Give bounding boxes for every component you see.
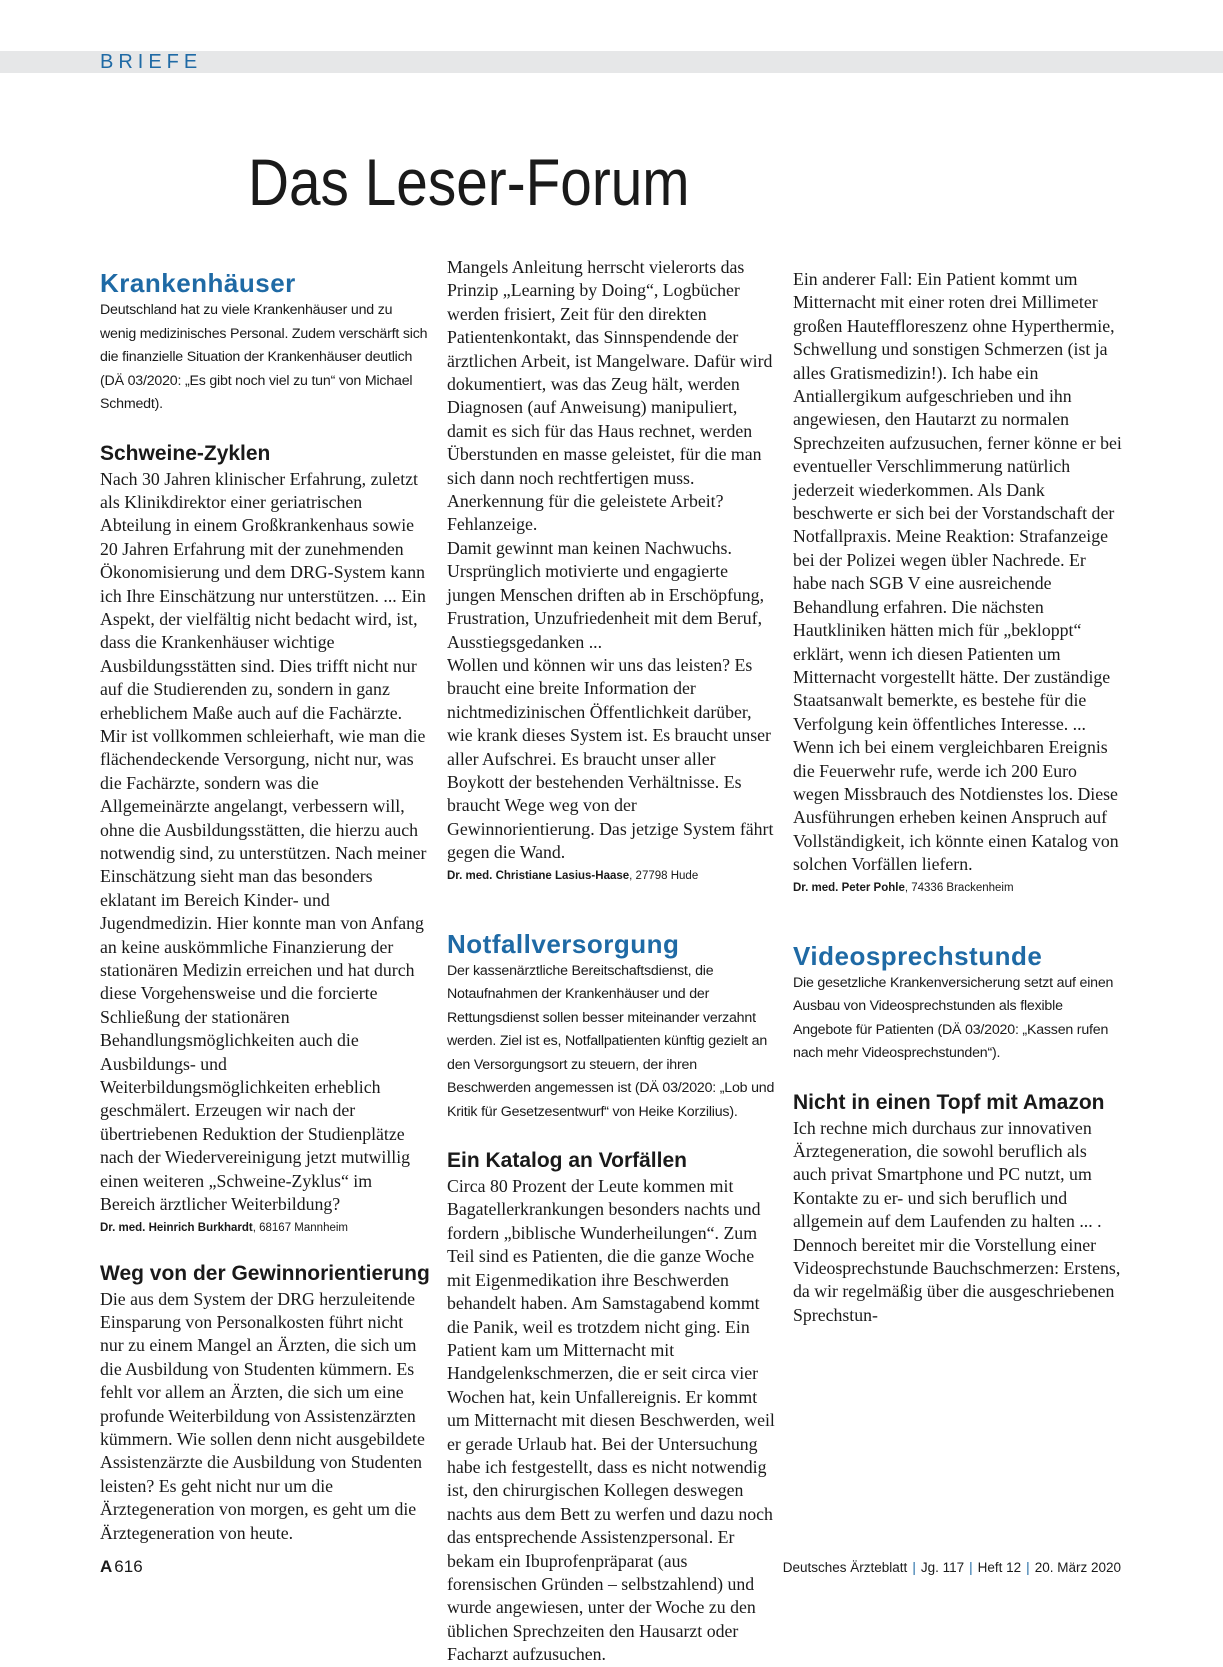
column-3: [793, 268, 1123, 1327]
letter-body-gewinnorientierung-part3: Damit gewinnt man keinen Nachwuchs. Ursprünglich motivierte und engagierte jungen Menschen driften ab in Erschöpfung, Frustration, Unzufriedenheit mit dem Beruf, Ausstiegsgedanken ...: [447, 537, 765, 652]
signature-name: Dr. med. Heinrich Burkhardt: [100, 1221, 253, 1234]
journal-date: 20. März 2020: [1034, 1560, 1121, 1575]
topic-lead-krankenhaeuser: Deutschland hat zu viele Krankenhäuser und zu wenig medizinisches Personal. Zudem verschärft sich die finanzielle Situation der Krankenhäuser deutlich (DÄ 03/2020: „Es gibt noch viel zu tun“ von Michael Schmedt).: [100, 302, 428, 412]
footer-separator: |: [912, 1560, 916, 1575]
section-label: BRIEFE: [100, 51, 203, 73]
signature-name: Dr. med. Christiane Lasius-Haase: [447, 869, 630, 882]
letter-body-katalog-part2: Ein anderer Fall: Ein Patient kommt um Mitternacht mit einer roten drei Millimeter großen Hauteffloreszenz ohne Hyperthermie, Schwellung und sonstigen Schmerzen (ist ja alles Gratismedizin!). Ich habe ein Antiallergikum aufgeschrieben und ihn angewiesen, den Hautarzt zu normalen Sprechzeiten aufzusuchen, ferner könne er bei eventueller Verschlimmerung natürlich jederzeit wiederkommen. Als Dank beschwerte er sich bei der Vorstandschaft der Notfallpraxis. Meine Reaktion: Strafanzeige bei der Polizei wegen übler Nachrede. Er habe nach SGB V eine ausreichende Behandlung erfahren. Die nächsten Hautkliniken hätten mich für „bekloppt“ erklärt, wenn ich diesen Patienten um Mitternacht vorgestellt hätte. Der zuständige Staatsanwalt bemerkte, es bestehe für die Verfolgung kein öffentliches Interesse. ... Wenn ich bei einem vergleichbaren Ereignis die Feuerwehr rufe, werde ich 200 Euro wegen Missbrauch des Notdienstes los. Diese Ausführungen erheben keinen Anspruch auf Vollständigkeit, ich könnte einen Katalog von solchen Vorfällen liefern.: [793, 269, 1122, 875]
footer-separator: |: [1026, 1560, 1030, 1575]
topic-heading-videosprechstunde: Videosprechstunde: [793, 940, 1043, 971]
letter-title-katalog: Ein Katalog an Vorfällen: [447, 1149, 687, 1173]
letter-signature-burkhardt: [100, 1219, 430, 1237]
topic-lead-videosprechstunde: Die gesetzliche Krankenversicherung setzt auf einen Ausbau von Videosprechstunden als flexible Angebote für Patienten (DÄ 03/2020: „Kassen rufen nach mehr Videosprechstunden“).: [793, 974, 1114, 1062]
journal-footer: [783, 1558, 1121, 1578]
letter-title-amazon: Nicht in einen Topf mit Amazon: [793, 1090, 1105, 1114]
column-1: [100, 268, 430, 1545]
letter-body-gewinnorientierung-part2: Mangels Anleitung herrscht vielerorts das Prinzip „Learning by Doing“, Logbücher werden frisiert, Zeit für den direkten Patientenkontakt, das Sinnspendende der ärztlichen Arbeit, ist Mangelware. Dafür wird dokumentiert, was das Zeug hält, werden Diagnosen (auf Anweisung) manipuliert, damit es sich für das Haus rechnet, werden Überstunden en masse geleistet, für die man sich dann noch rechtfertigen muss. Anerkennung für die geleistete Arbeit? Fehlanzeige.: [447, 257, 773, 535]
journal-volume: Jg. 117: [920, 1560, 965, 1575]
page-number-value: 616: [114, 1557, 143, 1576]
letter-title-schweine-zyklen: Schweine-Zyklen: [100, 441, 271, 465]
column-2: [447, 257, 777, 1667]
letter-body-katalog-part1: Circa 80 Prozent der Leute kommen mit Bagatellerkrankungen besonders nachts und fordern „biblische Wunderheilungen“. Zum Teil sind es Patienten, die die ganze Woche mit Eigenmedikation ihre Beschwerden behandelt haben. Am Samstagabend kommt die Panik, weil es trotzdem nicht ging. Ein Patient kam um Mitternacht mit Handgelenkschmerzen, die er seit circa vier Wochen hat, kein Unfallereignis. Er kommt um Mitternacht mit diesen Beschwerden, weil er gerade Urlaub hat. Bei der Untersuchung habe ich festgestellt, dass es nicht notwendig ist, den chirurgischen Kollegen deswegen nachts aus dem Bett zu werfen und dazu noch das entsprechende Assistenzpersonal. Er bekam ein Ibuprofenpräparat (aus forensischen Gründen – selbstzahlend) und wurde angewiesen, unter der Woche zu den üblichen Sprechzeiten den Hausarzt oder Facharzt aufzusuchen.: [447, 1176, 775, 1665]
topic-heading-krankenhaeuser: Krankenhäuser: [100, 268, 296, 298]
letter-signature-lasius-haase: [447, 867, 777, 885]
page-prefix: A: [100, 1557, 113, 1576]
page-number: [100, 1556, 143, 1578]
letter-signature-pohle: [793, 879, 1123, 897]
letter-body-amazon: Ich rechne mich durchaus zur innovativen Ärztegeneration, die sowohl beruflich als auch privat Smartphone und PC nutzt, um Kontakte zu er- und sich beruflich und allgemein auf dem Laufenden zu halten ... . Dennoch bereitet mir die Vorstellung einer Videosprechstunde Bauchschmerzen: Erstens, da wir regelmäßig über die ausgeschriebenen Sprechstun-: [793, 1117, 1121, 1325]
letter-body-gewinnorientierung-part1: Die aus dem System der DRG herzuleitende Einsparung von Personalkosten führt nicht nur zu einem Mangel an Ärzten, die sich um die Ausbildung von Studenten kümmern. Es fehlt vor allem an Ärzten, die sich um eine profunde Weiterbildung von Assistenzärzten kümmern. Wie sollen denn nicht ausgebildete Assistenzärzte die Ausbildung von Studenten leisten? Es geht nicht nur um die Ärztegeneration von morgen, es geht um die Ärztegeneration von heute.: [100, 1288, 425, 1543]
signature-place: , 68167 Mannheim: [252, 1221, 348, 1234]
signature-place: , 27798 Hude: [629, 869, 699, 882]
signature-place: , 74336 Brackenheim: [904, 881, 1014, 894]
topic-lead-notfallversorgung: Der kassenärztliche Bereitschaftsdienst, die Notaufnahmen der Krankenhäuser und der Rettungsdienst sollen besser miteinander verzahnt werden. Ziel ist es, Notfallpatienten künftig gezielt an den Versorgungsort zu steuern, der ihren Beschwerden angemessen ist (DÄ 03/2020: „Lob und Kritik für Gesetzesentwurf“ von Heike Korzilius).: [447, 962, 775, 1120]
topic-heading-notfallversorgung: Notfallversorgung: [447, 928, 680, 959]
journal-name: Deutsches Ärzteblatt: [782, 1560, 908, 1575]
footer-separator: |: [969, 1560, 973, 1575]
signature-name: Dr. med. Peter Pohle: [793, 881, 905, 894]
letter-body-schweine-zyklen: Nach 30 Jahren klinischer Erfahrung, zuletzt als Klinikdirektor einer geriatrischen Abteilung in einem Großkrankenhaus sowie 20 Jahren Erfahrung mit der zunehmenden Ökonomisierung und dem DRG-System kann ich Ihre Einschätzung nur unterstützen. ... Ein Aspekt, der vielfältig nicht bedacht wird, ist, dass die Krankenhäuser wichtige Ausbildungsstätten sind. Dies trifft nicht nur auf die Studierenden zu, sondern in ganz erheblichem Maße auch auf die Fachärzte. Mir ist vollkommen schleierhaft, wie man die flächendeckende Versorgung, nicht nur, was die Fachärzte, sondern was die Allgemeinärzte angelangt, verbessern will, ohne die Ausbildungsstätten, die hierzu auch notwendig sind, zu unterstützen. Nach meiner Einschätzung sieht man das besonders eklatant im Bereich Kinder- und Jugendmedizin. Hier konnte man von Anfang an keine auskömmliche Finanzierung der stationären Medizin erreichen und hat durch diese Vorgehensweise und die forcierte Schließung der stationären Behandlungsmöglichkeiten auch die Ausbildungs- und Weiterbildungsmöglichkeiten erheblich geschmälert. Erzeugen wir nach der übertriebenen Reduktion der Studienplätze nach der Wiedervereinigung jetzt mutwillig einen weiteren „Schweine-Zyklus“ im Bereich ärztlicher Weiterbildung?: [100, 468, 427, 1215]
journal-issue: Heft 12: [977, 1560, 1022, 1575]
letter-body-gewinnorientierung-part4: Wollen und können wir uns das leisten? Es braucht eine breite Information der nichtmedizinischen Öffentlichkeit darüber, wie krank dieses System ist. Es braucht unser aller Aufschrei. Es braucht unser aller Boykott der bestehenden Verhältnisse. Es braucht Wege weg von der Gewinnorientierung. Das jetzige System fährt gegen die Wand.: [447, 654, 774, 863]
page-title: Das Leser-Forum: [248, 145, 690, 219]
letter-title-gewinnorientierung: Weg von der Gewinnorientierung: [100, 1261, 430, 1285]
